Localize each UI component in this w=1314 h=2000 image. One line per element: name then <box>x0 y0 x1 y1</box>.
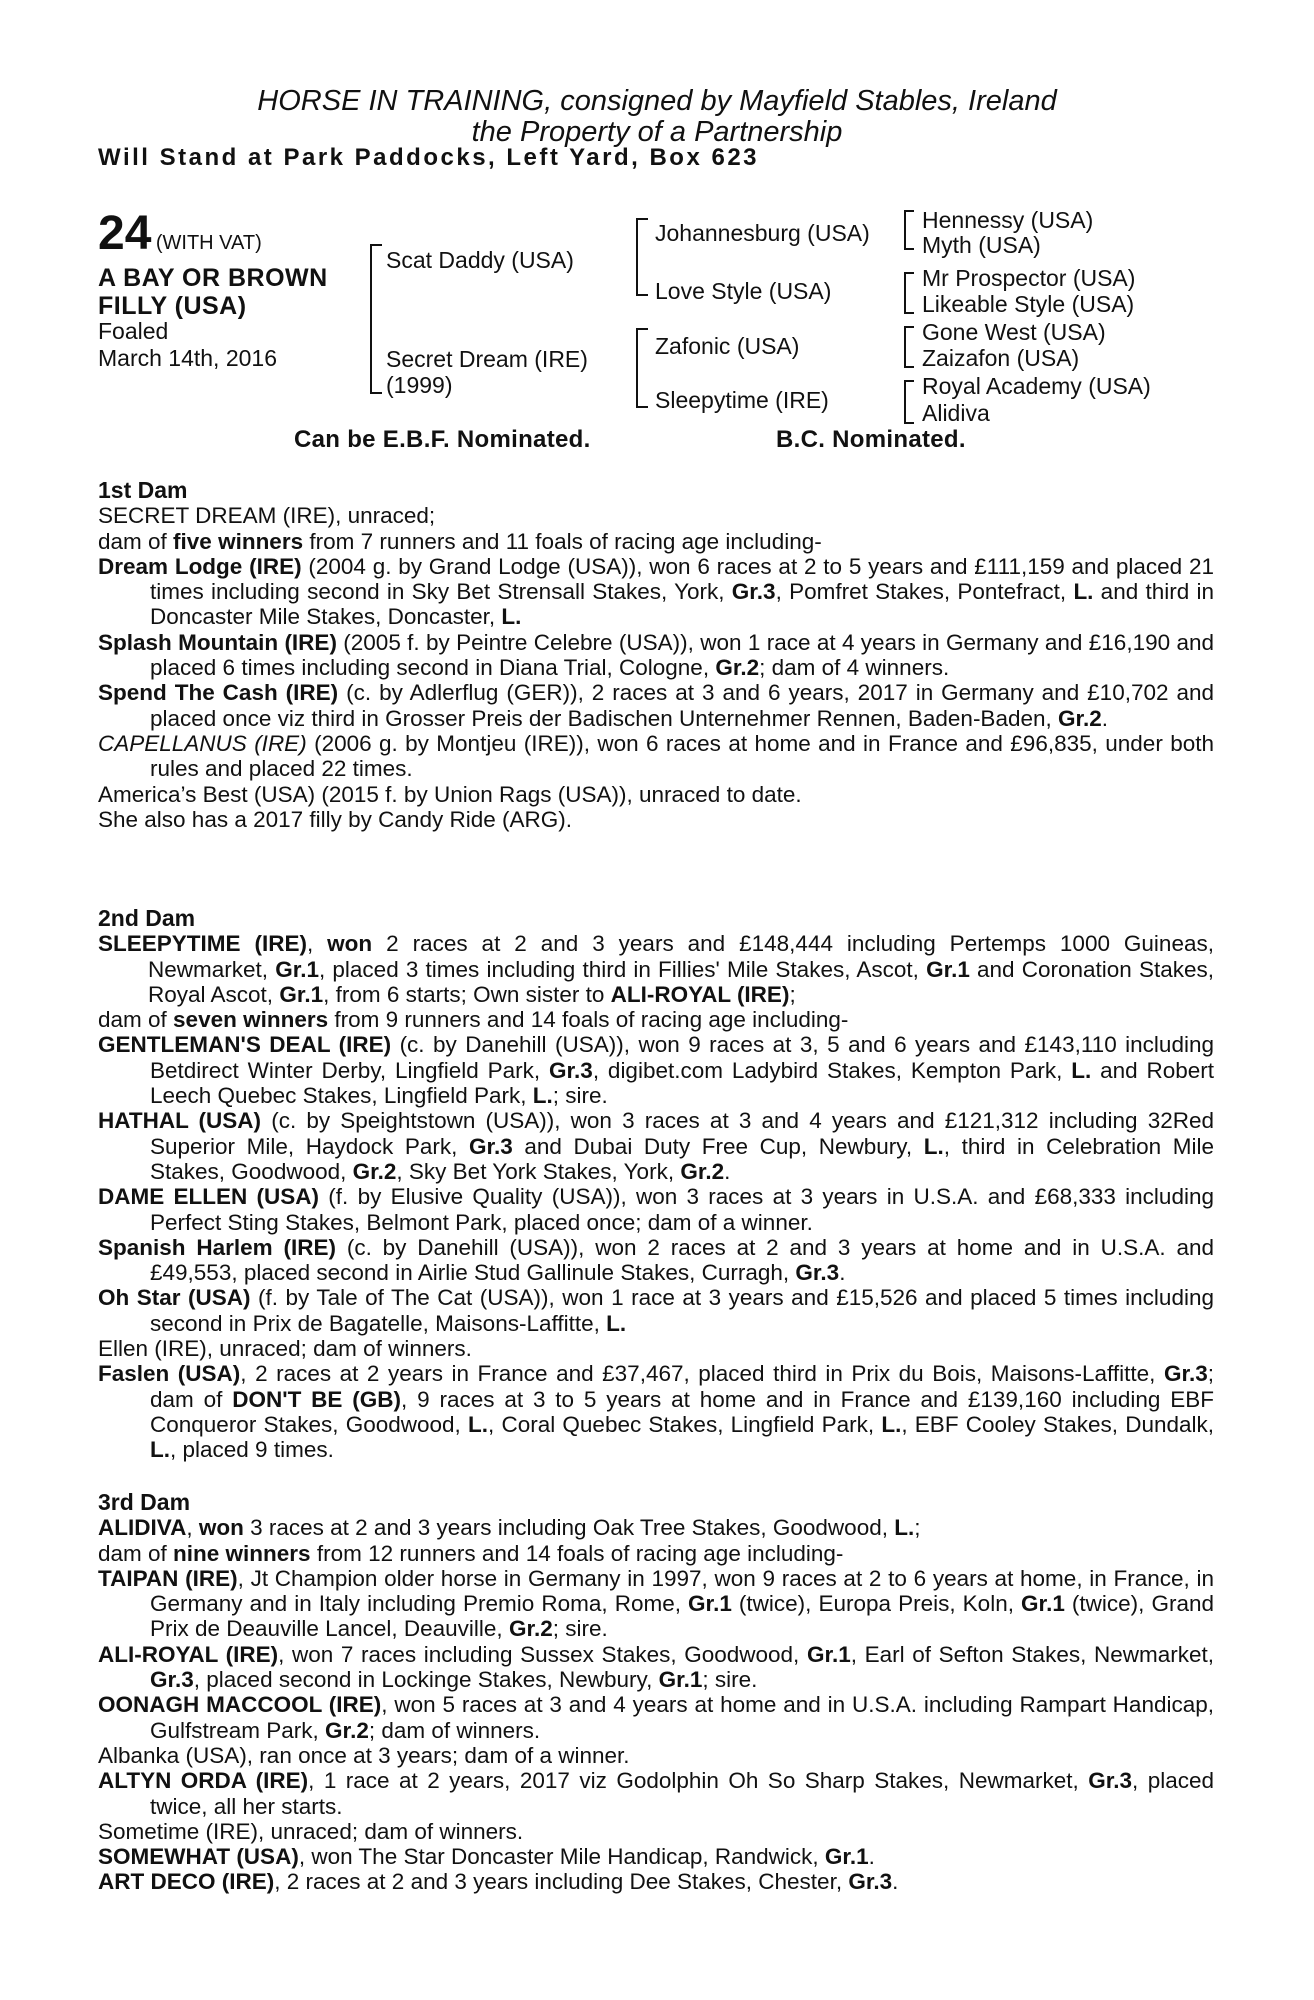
foaled-info <box>98 318 277 372</box>
header-location: Will Stand at Park Paddocks, Left Yard, Box 623 <box>98 144 760 171</box>
header-line-property: the Property of a Partnership <box>471 116 843 148</box>
list-item: GENTLEMAN'S DEAL (IRE) (c. by Danehill (USA)), won 9 races at 3, 5 and 6 years and £143,110 including Betdirect Winter Derby, Lingfield Park, Gr.3, digibet.com Ladybird Stakes, Kempton Park, L. and Robert Leech Quebec Stakes, Lingfield Park, L.; sire. <box>98 1032 1214 1109</box>
pedigree-dam-sire: Zafonic (USA) <box>655 333 800 359</box>
pedigree-brace-gen1 <box>370 244 382 394</box>
list-item: CAPELLANUS (IRE) (2006 g. by Montjeu (IRE)), won 6 races at home and in France and £96,835, under both rules and placed 22 times. <box>98 730 1214 782</box>
list-item: America’s Best (USA) (2015 f. by Union Rags (USA)), unraced to date. <box>98 781 802 807</box>
list-item: ALTYN ORDA (IRE), 1 race at 2 years, 2017 viz Godolphin Oh So Sharp Stakes, Newmarket, Gr.3, placed twice, all her starts. <box>98 1768 1214 1819</box>
third-dam-section <box>98 1490 1214 1895</box>
list-item: ALI-ROYAL (IRE), won 7 races including Sussex Stakes, Goodwood, Gr.1, Earl of Sefton Stakes, Newmarket, Gr.3, placed second in Lockinge Stakes, Newbury, Gr.1; sire. <box>98 1641 1214 1693</box>
header-line-consignor: HORSE IN TRAINING, consigned by Mayfield Stables, Ireland <box>257 85 1057 117</box>
pedigree-dam-year: (1999) <box>386 372 453 398</box>
third-dam-produce-intro: dam of nine winners from 12 runners and 14 foals of racing age including- <box>98 1540 844 1566</box>
pedigree-sds: Mr Prospector (USA) <box>922 265 1136 291</box>
pedigree-dds: Royal Academy (USA) <box>922 373 1151 399</box>
list-item: Dream Lodge (IRE) (2004 g. by Grand Lodge (USA)), won 6 races at 2 to 5 years and £111,159 and placed 21 times including second in Sky Bet Strensall Stakes, York, Gr.3, Pomfret Stakes, Pontefract, L. and third in Doncaster Mile Stakes, Doncaster, L. <box>98 553 1215 630</box>
pedigree-dsd: Zaizafon (USA) <box>922 345 1080 371</box>
second-dam-intro: SLEEPYTIME (IRE), won 2 races at 2 and 3 years and £148,444 including Pertemps 1000 Guineas, Newmarket, Gr.1, placed 3 times including third in Fillies' Mile Stakes, Ascot, Gr.1 and Coronation Stakes, Royal Ascot, Gr.1, from 6 starts; Own sister to ALI-ROYAL (IRE); <box>98 931 1214 1007</box>
ebf-nomination: Can be E.B.F. Nominated. <box>294 426 591 453</box>
first-dam-title: 1st Dam <box>98 477 188 503</box>
list-item: Splash Mountain (IRE) (2005 f. by Peintre Celebre (USA)), won 1 race at 4 years in Germany and £16,190 and placed 6 times including second in Diana Trial, Cologne, Gr.2; dam of 4 winners. <box>98 629 1214 681</box>
second-dam-produce-intro: dam of seven winners from 9 runners and 14 foals of racing age including- <box>98 1007 849 1033</box>
list-item: Albanka (USA), ran once at 3 years; dam of a winner. <box>98 1742 630 1768</box>
list-item: Faslen (USA), 2 races at 2 years in France and £37,467, placed third in Prix du Bois, Maisons-Laffitte, Gr.3; dam of DON'T BE (GB), 9 races at 3 to 5 years at home and in France and £139,160 including EBF Conqueror Stakes, Goodwood, L., Coral Quebec Stakes, Lingfield Park, L., EBF Cooley Stakes, Dundalk, L., placed 9 times. <box>98 1361 1215 1463</box>
list-item: Sometime (IRE), unraced; dam of winners. <box>98 1818 524 1844</box>
lot-vat: (WITH VAT) <box>155 232 262 254</box>
first-dam-section <box>98 478 1214 832</box>
second-dam-title: 2nd Dam <box>98 905 196 931</box>
list-item: She also has a 2017 filly by Candy Ride (ARG). <box>98 806 572 832</box>
pedigree-brace-ds <box>904 326 914 368</box>
pedigree-ssd: Myth (USA) <box>922 232 1041 258</box>
lot-number: 24 <box>98 207 152 260</box>
pedigree-sire-sire: Johannesburg (USA) <box>655 220 870 246</box>
pedigree-brace-dam <box>636 328 648 408</box>
list-item: ART DECO (IRE), 2 races at 2 and 3 years including Dee Stakes, Chester, Gr.3. <box>98 1869 899 1895</box>
foaled-label: Foaled <box>98 318 169 344</box>
pedigree-dss: Gone West (USA) <box>922 319 1106 345</box>
pedigree-sss: Hennessy (USA) <box>922 207 1094 233</box>
lot-description <box>98 264 328 320</box>
foaled-date: March 14th, 2016 <box>98 345 278 371</box>
list-item: Oh Star (USA) (f. by Tale of The Cat (USA)), won 1 race at 3 years and £15,526 and placed 5 times including second in Prix de Bagatelle, Maisons-Laffitte, L. <box>98 1285 1214 1336</box>
pedigree-dam: Secret Dream (IRE) <box>386 346 588 372</box>
pedigree-sire: Scat Daddy (USA) <box>386 247 574 273</box>
list-item: OONAGH MACCOOL (IRE), won 5 races at 3 and 4 years at home and in U.S.A. including Rampart Handicap, Gulfstream Park, Gr.2; dam of winners. <box>98 1692 1214 1743</box>
lot-sex-line1: A BAY OR BROWN <box>98 264 328 292</box>
first-dam-intro: SECRET DREAM (IRE), unraced; <box>98 503 436 529</box>
lot-number-block <box>98 207 262 260</box>
pedigree-sire-dam: Love Style (USA) <box>655 278 832 304</box>
list-item: TAIPAN (IRE), Jt Champion older horse in Germany in 1997, won 9 races at 2 to 6 years at home, in France, in Germany and in Italy including Premio Roma, Rome, Gr.1 (twice), Europa Preis, Koln, Gr.1 (twice), Grand Prix de Deauville Lancel, Deauville, Gr.2; sire. <box>98 1565 1215 1642</box>
pedigree-brace-dd <box>904 380 914 424</box>
lot-sex-line2: FILLY (USA) <box>98 292 247 320</box>
pedigree-sdd: Likeable Style (USA) <box>922 291 1135 317</box>
pedigree-dam-dam: Sleepytime (IRE) <box>655 387 829 413</box>
third-dam-intro: ALIDIVA, won 3 races at 2 and 3 years including Oak Tree Stakes, Goodwood, L.; <box>98 1515 921 1541</box>
list-item: Spanish Harlem (IRE) (c. by Danehill (USA)), won 2 races at 2 and 3 years at home and in U.S.A. and £49,553, placed second in Airlie Stud Gallinule Stakes, Curragh, Gr.3. <box>98 1234 1214 1286</box>
first-dam-produce-intro: dam of five winners from 7 runners and 11 foals of racing age including- <box>98 528 822 554</box>
bc-nomination: B.C. Nominated. <box>776 426 966 453</box>
third-dam-title: 3rd Dam <box>98 1489 191 1515</box>
pedigree-brace-sire <box>636 218 648 296</box>
list-item: SOMEWHAT (USA), won The Star Doncaster Mile Handicap, Randwick, Gr.1. <box>98 1844 875 1870</box>
list-item: HATHAL (USA) (c. by Speightstown (USA)), won 3 races at 3 and 4 years and £121,312 including 32Red Superior Mile, Haydock Park, Gr.3 and Dubai Duty Free Cup, Newbury, L., third in Celebration Mile Stakes, Goodwood, Gr.2, Sky Bet York Stakes, York, Gr.2. <box>98 1108 1215 1184</box>
pedigree-brace-ss <box>904 210 914 250</box>
list-item: DAME ELLEN (USA) (f. by Elusive Quality (USA)), won 3 races at 3 years in U.S.A. and £68,333 including Perfect Sting Stakes, Belmont Park, placed once; dam of a winner. <box>98 1184 1214 1235</box>
list-item: Ellen (IRE), unraced; dam of winners. <box>98 1336 472 1362</box>
list-item: Spend The Cash (IRE) (c. by Adlerflug (GER)), 2 races at 3 and 6 years, 2017 in Germany and £10,702 and placed once viz third in Grosser Preis der Badischen Unternehmer Rennen, Baden-Baden, Gr.2. <box>98 680 1215 731</box>
second-dam-section <box>98 906 1214 1463</box>
pedigree-brace-sd <box>904 272 914 314</box>
pedigree-ddd: Alidiva <box>922 400 990 426</box>
